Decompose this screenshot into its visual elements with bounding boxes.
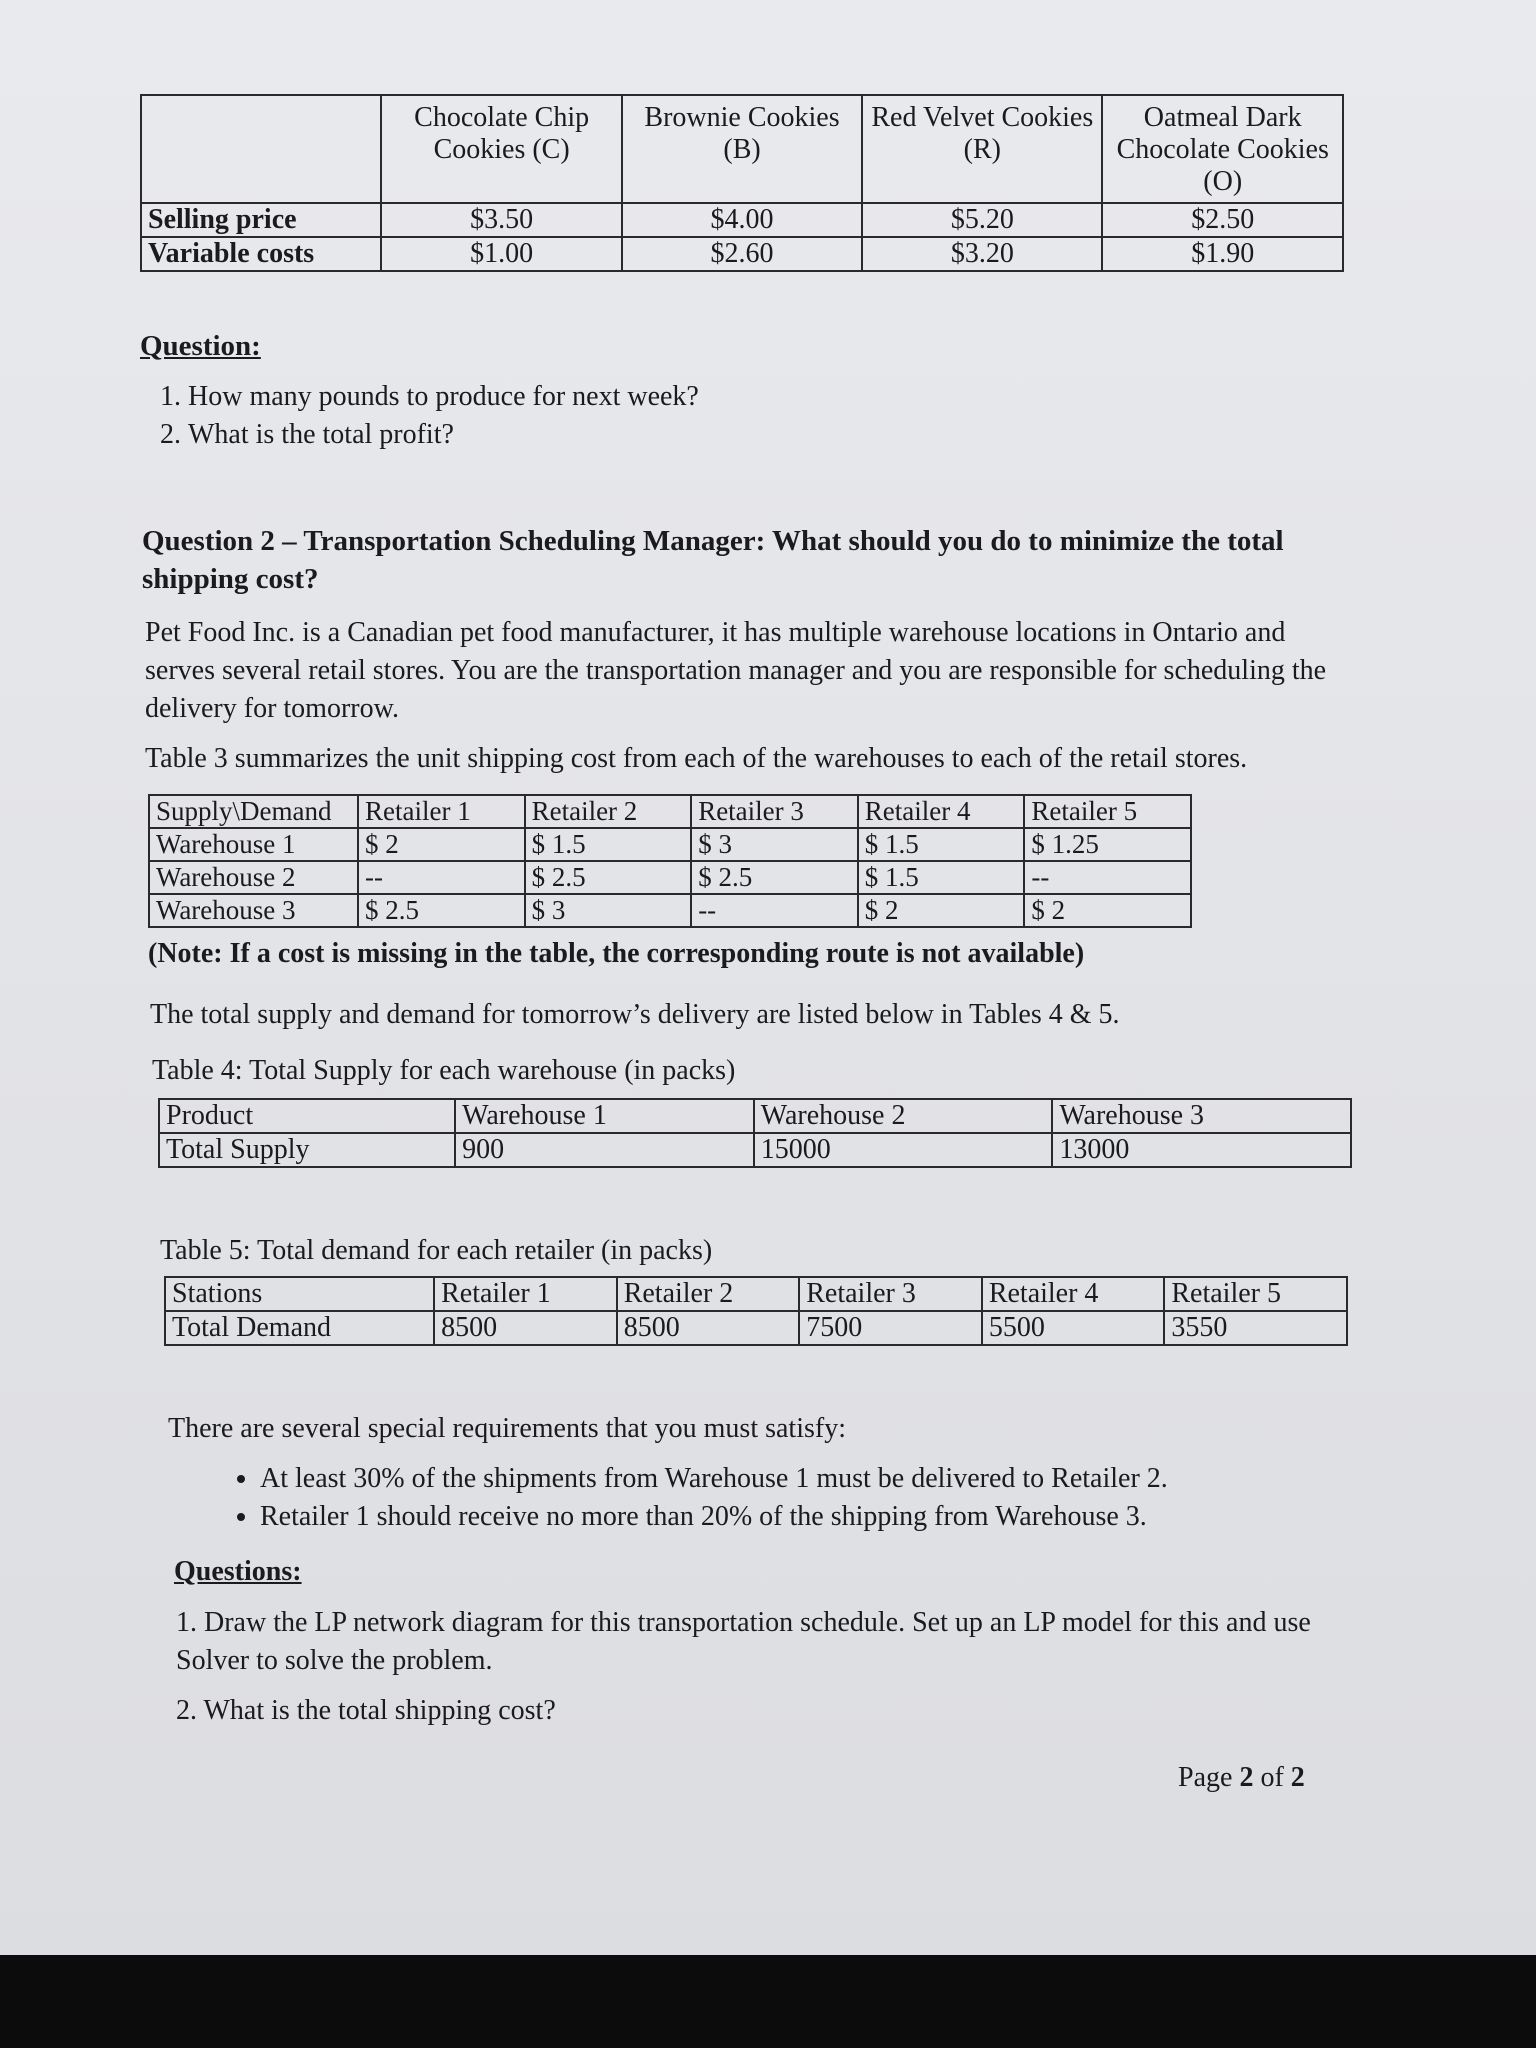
table-4-caption: Table 4: Total Supply for each warehouse (in packs) (152, 1055, 736, 1086)
shipping-cost-table (148, 794, 1192, 928)
table-header-cell: Retailer 5 (1024, 795, 1191, 828)
table-cell: $2.60 (622, 237, 862, 271)
table-cell: $ 2.5 (691, 861, 858, 894)
table-cell: $ 2 (1024, 894, 1191, 927)
question-heading: Question: (140, 330, 261, 362)
requirements-intro: There are several special requirements that you must satisfy: (168, 1413, 846, 1444)
table-cell: $1.90 (1102, 237, 1343, 271)
table-header-cell: Retailer 2 (617, 1277, 800, 1311)
table-cell: $ 3 (525, 894, 692, 927)
table-cell: $ 2.5 (358, 894, 525, 927)
table-cell: 8500 (617, 1311, 800, 1345)
row-label: Selling price (141, 203, 381, 237)
table-row (141, 237, 1343, 271)
table-header-row (149, 795, 1191, 828)
table-row (141, 203, 1343, 237)
table-header-cell: Retailer 4 (858, 795, 1025, 828)
table-cell: Warehouse 3 (149, 894, 358, 927)
supply-table (158, 1098, 1352, 1168)
table-header-cell: Product (159, 1099, 455, 1133)
table-cell: $3.20 (862, 237, 1102, 271)
question-item: 1. Draw the LP network diagram for this transportation schedule. Set up an LP model for this and use Solver to solve the problem. (176, 1607, 1311, 1676)
table-cell: $ 3 (691, 828, 858, 861)
table-cell: Warehouse 2 (149, 861, 358, 894)
table-3-caption: Table 3 summarizes the unit shipping cost from each of the warehouses to each of the retail stores. (145, 743, 1248, 774)
list-item: • At least 30% of the shipments from Warehouse 1 must be delivered to Retailer 2. (260, 1460, 1168, 1498)
table-cell: $ 1.5 (525, 828, 692, 861)
row-label: Variable costs (141, 237, 381, 271)
list-item: 2. What is the total profit? (188, 416, 699, 454)
table-header-cell: Supply\Demand (149, 795, 358, 828)
table-header-cell: Retailer 3 (691, 795, 858, 828)
table-header-cell: Retailer 3 (799, 1277, 982, 1311)
page-number (1178, 1762, 1305, 1794)
list-item: 1. How many pounds to produce for next week? (188, 378, 699, 416)
table-header-cell: Warehouse 1 (455, 1099, 754, 1133)
table-header-row (165, 1277, 1347, 1311)
intro-paragraph: Pet Food Inc. is a Canadian pet food manufacturer, it has multiple warehouse locations in Ontario and serves several retail stores. You are the transportation manager and you are responsible for scheduling the delivery for tomorrow. (145, 617, 1327, 724)
table-cell: Warehouse 1 (149, 828, 358, 861)
table-cell: $ 1.5 (858, 828, 1025, 861)
question-list (140, 378, 699, 454)
tables-4-5-intro: The total supply and demand for tomorrow’s delivery are listed below in Tables 4 & 5. (150, 999, 1120, 1030)
table-cell: 15000 (754, 1133, 1053, 1167)
question-2-title: Question 2 – Transportation Scheduling Manager: What should you do to minimize the total shipping cost? (142, 525, 1284, 595)
missing-cost-note: (Note: If a cost is missing in the table, the corresponding route is not available) (148, 938, 1085, 969)
table-cell: $3.50 (381, 203, 622, 237)
page-label: Page (1178, 1762, 1233, 1793)
table-cell: 900 (455, 1133, 754, 1167)
table-header-cell: Retailer 4 (982, 1277, 1165, 1311)
table-header-cell: Warehouse 3 (1052, 1099, 1351, 1133)
table-cell: $ 2.5 (525, 861, 692, 894)
questions-heading: Questions: (174, 1556, 302, 1587)
requirements-list (220, 1460, 1168, 1536)
table-cell: $ 1.5 (858, 861, 1025, 894)
table-header-cell: Stations (165, 1277, 434, 1311)
table-header-row (141, 95, 1343, 203)
table-header-cell: Red Velvet Cookies (R) (862, 95, 1102, 203)
table-cell: -- (1024, 861, 1191, 894)
table-row (149, 894, 1191, 927)
page-current: 2 (1239, 1762, 1254, 1793)
table-header-cell: Retailer 1 (434, 1277, 617, 1311)
table-cell: -- (358, 861, 525, 894)
page-of: of (1260, 1762, 1284, 1793)
table-cell: $ 1.25 (1024, 828, 1191, 861)
table-cell: 8500 (434, 1311, 617, 1345)
table-row (159, 1133, 1351, 1167)
table-cell: $ 2 (858, 894, 1025, 927)
demand-table (164, 1276, 1348, 1346)
table-row (149, 861, 1191, 894)
table-cell: $ 2 (358, 828, 525, 861)
table-header-cell: Brownie Cookies (B) (622, 95, 862, 203)
table-cell: -- (691, 894, 858, 927)
table-cell: 13000 (1052, 1133, 1351, 1167)
page-total: 2 (1290, 1762, 1305, 1793)
table-header-cell: Retailer 2 (525, 795, 692, 828)
table-header-cell: Retailer 5 (1164, 1277, 1347, 1311)
table-cell: 5500 (982, 1311, 1165, 1345)
table-cell: Total Supply (159, 1133, 455, 1167)
table-header-cell (141, 95, 381, 203)
table-cell: 7500 (799, 1311, 982, 1345)
table-5-caption: Table 5: Total demand for each retailer (in packs) (160, 1235, 713, 1266)
table-cell: $1.00 (381, 237, 622, 271)
table-header-cell: Oatmeal Dark Chocolate Cookies (O) (1102, 95, 1343, 203)
table-cell: $4.00 (622, 203, 862, 237)
table-cell: $5.20 (862, 203, 1102, 237)
table-header-row (159, 1099, 1351, 1133)
table-header-cell: Retailer 1 (358, 795, 525, 828)
cookie-price-table (140, 94, 1344, 272)
table-cell: 3550 (1164, 1311, 1347, 1345)
table-cell: $2.50 (1102, 203, 1343, 237)
table-header-cell: Warehouse 2 (754, 1099, 1053, 1133)
table-cell: Total Demand (165, 1311, 434, 1345)
table-row (149, 828, 1191, 861)
table-row (165, 1311, 1347, 1345)
question-item: 2. What is the total shipping cost? (176, 1695, 556, 1726)
table-header-cell: Chocolate Chip Cookies (C) (381, 95, 622, 203)
list-item: • Retailer 1 should receive no more than 20% of the shipping from Warehouse 3. (260, 1498, 1168, 1536)
